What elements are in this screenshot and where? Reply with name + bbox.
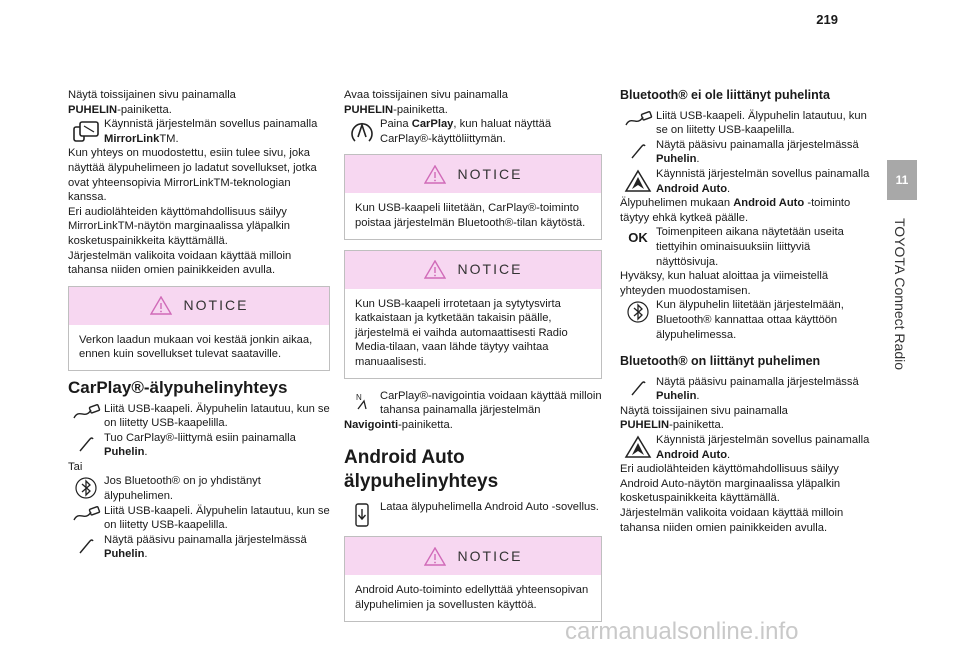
tap-step: Näytä pääsivu painamalla järjestelmässä Puhelin. [620,375,875,404]
chapter-number-tab: 11 [887,160,917,200]
section-heading: Android Auto älypuhelinyhteys [344,447,499,493]
android-auto-step: Käynnistä järjestelmän sovellus painamalla Android Auto. [620,167,875,196]
finger-tap-icon [628,377,648,397]
notice-text: Verkon laadun mukaan voi kestää jonkin aikaa, ennen kuin sovellukset tulevat saataville. [69,325,329,370]
usb-step: Liitä USB-kaapeli. Älypuhelin latautuu, kun se on liitetty USB-kaapelilla. [620,109,875,138]
notice-label: NOTICE [457,166,523,183]
finger-tap-icon [628,140,648,160]
paragraph: Navigointi-painiketta. [344,418,453,431]
paragraph: Tai [68,460,83,473]
carplay-step: Paina CarPlay, kun haluat näyttää CarPlay®-käyttöliittymän. [344,117,602,146]
paragraph: Näytä toissijainen sivu painamalla PUHELIN-painiketta. [68,89,236,116]
paragraph: Järjestelmän valikoita voidaan käyttää milloin tahansa niiden omien painikkeiden avulla. [68,249,292,277]
paragraph: Eri audiolähteiden käyttömahdollisuus säilyy Android Auto-näytön marginaalissa yläpalkin kosketuspainikkeita käyttämällä. [620,463,841,505]
paragraph: Järjestelmän valikoita voidaan käyttää milloin tahansa niiden omien painikkeiden avulla. [620,507,844,534]
notice-box [344,250,602,379]
finger-tap-icon [76,535,96,555]
android-auto-icon [624,435,652,459]
notice-box [344,536,602,621]
chapter-title: TOYOTA Connect Radio [892,218,908,370]
svg-text:N: N [356,392,362,402]
download-step: Lataa älypuhelimella Android Auto -sovellus. [344,500,602,528]
notice-label: NOTICE [183,297,249,314]
section-heading: CarPlay®-älypuhelinyhteys [68,377,288,397]
mirrorlink-step: Käynnistä järjestelmän sovellus painamalla MirrorLinkTM. [68,117,330,146]
paragraph: Älypuhelimen mukaan Android Auto -toiminto täytyy ehkä kytkeä päälle. [620,197,851,224]
android-auto-step: Käynnistä järjestelmän sovellus painamalla Android Auto. [620,433,875,462]
column-3 [620,88,875,535]
tap-step: Näytä pääsivu painamalla järjestelmässä Puhelin. [620,138,875,167]
page-number: 219 [816,12,838,27]
paragraph: Avaa toissijainen sivu painamalla PUHELIN-painiketta. [344,89,508,116]
paragraph: Hyväksy, kun haluat aloittaa ja viimeistellä yhteyden muodostamisen. [620,270,829,297]
paragraph: Kun yhteys on muodostettu, esiin tulee sivu, joka näyttää älypuhelimeen jo ladatut sovellukset, jotka ovat yhteensopivia MirrorLinkTM-teknologian kanssa. [68,147,317,204]
notice-label: NOTICE [457,261,523,278]
warning-icon [424,260,446,279]
smartphone-download-icon [351,502,373,528]
warning-icon [150,296,172,315]
tap-step: Tuo CarPlay®-liittymä esiin painamalla Puhelin. [68,431,330,460]
mirrorlink-icon [72,119,100,143]
bluetooth-icon [72,476,100,500]
notice-text: Kun USB-kaapeli liitetään, CarPlay®-toiminto poistaa järjestelmän Bluetooth®-tilan käytöstä. [345,193,601,238]
notice-box [68,286,330,371]
android-auto-icon [624,169,652,193]
navigation-icon [352,391,372,411]
paragraph: Näytä toissijainen sivu painamalla PUHELIN-painiketta. [620,404,788,432]
section-heading: Bluetooth® on liittänyt puhelimen [620,354,821,369]
bluetooth-icon [624,300,652,324]
navigation-step: N CarPlay®-navigointia voidaan käyttää milloin tahansa painamalla järjestelmän [344,389,602,418]
usb-cable-icon [71,404,101,422]
carplay-icon [349,119,375,145]
notice-label: NOTICE [457,548,523,565]
column-2 [344,88,602,632]
paragraph: Eri audiolähteiden käyttömahdollisuus säilyy MirrorLinkTM-näytön marginaalissa yläpalkin kosketuspainikkeita käyttämällä. [68,205,290,247]
usb-step: Liitä USB-kaapeli. Älypuhelin latautuu, kun se on liitetty USB-kaapelilla. [68,504,330,533]
watermark: carmanualsonline.info [565,618,799,645]
notice-text: Kun USB-kaapeli irrotetaan ja sytytysvirta katkaistaan ja kytketään takaisin päälle, järjestelmä ei vaihda automaattisesti Radio Media-tilaan, vaan lähde täytyy vaihtaa manuaalisesti. [345,289,601,378]
finger-tap-icon [76,433,96,453]
ok-icon: OK [628,230,648,246]
section-heading: Bluetooth® ei ole liittänyt puhelinta [620,88,830,102]
ok-step: OK Toimenpiteen aikana näytetään useita tiettyihin ominaisuuksiin liittyviä näyttösivuja. [620,225,875,269]
usb-cable-icon [71,506,101,524]
notice-text: Android Auto-toiminto edellyttää yhteensopivan älypuhelimien ja sovellusten käyttöä. [345,575,601,620]
bluetooth-step: Kun älypuhelin liitetään järjestelmään, Bluetooth® kannattaa ottaa käyttöön älypuhelimessa. [620,298,875,342]
warning-icon [424,165,446,184]
notice-box [344,154,602,239]
column-1 [68,88,330,562]
tap-step: Näytä pääsivu painamalla järjestelmässä Puhelin. [68,533,330,562]
warning-icon [424,547,446,566]
bluetooth-step: Jos Bluetooth® on jo yhdistänyt älypuhelimen. [68,474,330,503]
usb-step: Liitä USB-kaapeli. Älypuhelin latautuu, kun se on liitetty USB-kaapelilla. [68,402,330,431]
usb-cable-icon [623,111,653,129]
